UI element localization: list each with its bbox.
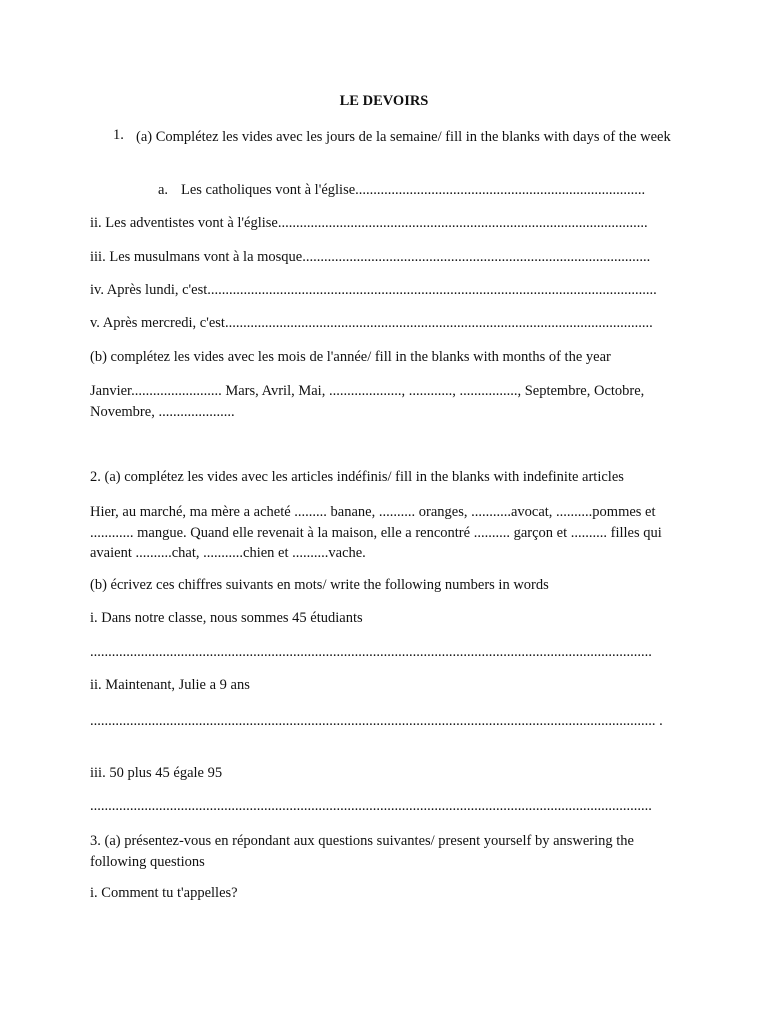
- question-1a-item-3: iii. Les musulmans vont à la mosque................................................................................................: [90, 249, 651, 265]
- question-1a-item-marker: a.: [158, 182, 169, 198]
- question-1a-item-4: iv. Après lundi, c'est............................................................................................................................: [90, 282, 657, 298]
- question-2b-instruction: (b) écrivez ces chiffres suivants en mots/ write the following numbers in words: [90, 577, 549, 593]
- question-2a-instruction: 2. (a) complétez les vides avec les articles indéfinis/ fill in the blanks with indefinite articles: [90, 469, 624, 485]
- question-2b-item-2: ii. Maintenant, Julie a 9 ans: [90, 677, 250, 693]
- question-1a-instruction: (a) Complétez les vides avec les jours de la semaine/ fill in the blanks with days of the week: [136, 129, 671, 145]
- question-1a-item-5: v. Après mercredi, c'est......................................................................................................................: [90, 315, 653, 331]
- page-title: LE DEVOIRS: [339, 93, 429, 109]
- question-2b-answer-line-3: ...........................................................................................................................................................: [90, 798, 652, 814]
- question-1b-months-line: Janvier......................... Mars, Avril, Mai, ...................., ............, ................, Septembre, Octobre, Novembre, .....................: [90, 383, 645, 420]
- question-1a-item-2: ii. Les adventistes vont à l'église......................................................................................................: [90, 215, 648, 231]
- question-2b-answer-line-1: ...........................................................................................................................................................: [90, 644, 652, 660]
- question-2b-item-1: i. Dans notre classe, nous sommes 45 étudiants: [90, 610, 363, 626]
- question-3a-item-1: i. Comment tu t'appelles?: [90, 885, 238, 901]
- question-2b-answer-line-2: ............................................................................................................................................................ .: [90, 713, 663, 729]
- question-1a-item-1: Les catholiques vont à l'église................................................................................: [181, 182, 646, 198]
- question-3a-instruction: 3. (a) présentez-vous en répondant aux questions suivantes/ present yourself by answering the following questions: [90, 833, 634, 870]
- question-2b-item-3: iii. 50 plus 45 égale 95: [90, 765, 223, 781]
- question-1-number: 1.: [113, 127, 124, 143]
- question-1b-instruction: (b) complétez les vides avec les mois de l'année/ fill in the blanks with months of the year: [90, 349, 611, 365]
- question-2a-paragraph: Hier, au marché, ma mère a acheté ......... banane, .......... oranges, ...........avocat, ..........pommes et ............ mangue. Quand elle revenait à la maison, elle a rencontré .......... garçon et .......... filles qui avaient ..........chat, ...........chien et ..........vache.: [90, 504, 662, 561]
